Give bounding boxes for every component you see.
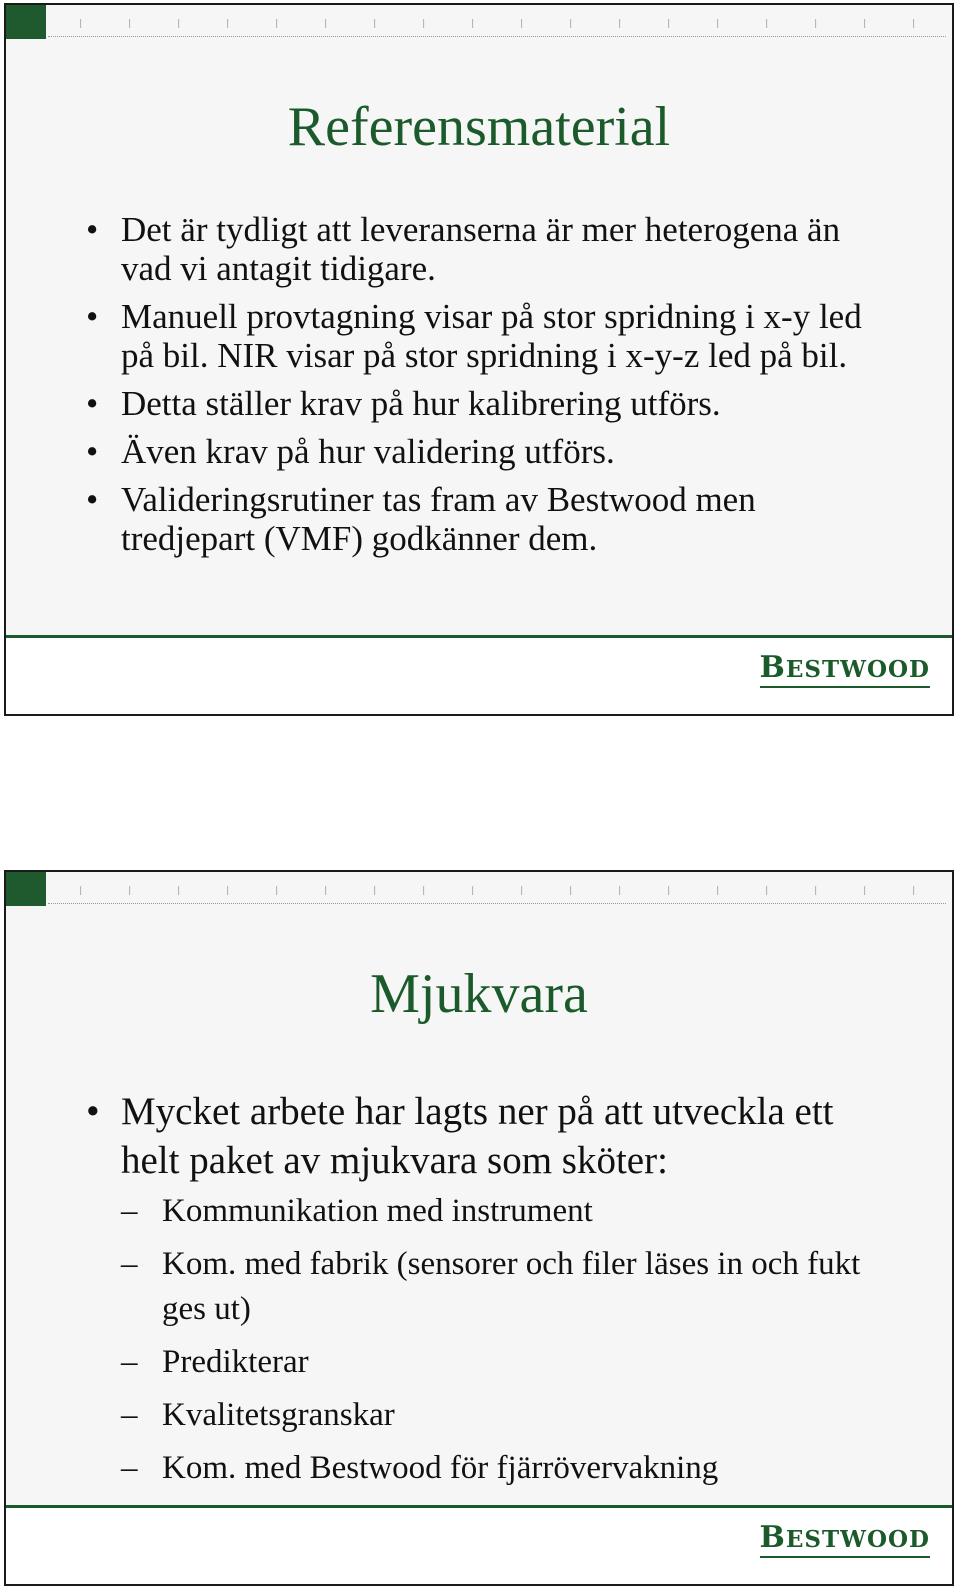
bullet-item: • Manuell provtagning visar på stor spridning i x-y led på bil. NIR visar på stor spridning i x-y-z led på bil. <box>86 297 866 375</box>
ruler-corner-tag <box>6 5 46 39</box>
bullet-item <box>86 1087 886 1491</box>
logo-initial: B <box>759 650 786 685</box>
ruler-tick: | <box>911 19 917 29</box>
bullet-item: • Detta ställer krav på hur kalibrering utförs. <box>86 384 866 423</box>
bestwood-logo <box>760 1520 930 1555</box>
slide-footer <box>6 638 952 714</box>
ruler-tick: | <box>813 886 819 896</box>
ruler-tick: | <box>862 19 868 29</box>
slide-referensmaterial <box>4 3 954 716</box>
ruler-ticks <box>48 30 946 37</box>
bullet-text: Mycket arbete har lagts ner på att utveckla ett helt paket av mjukvara som sköter: <box>121 1090 834 1182</box>
ruler-tick: | <box>715 19 721 29</box>
bullet-item: • Även krav på hur validering utförs. <box>86 432 866 471</box>
bullet-list <box>86 210 866 567</box>
sub-bullet-item: – Predikterar <box>121 1340 886 1385</box>
slide-title: Mjukvara <box>370 963 588 1025</box>
logo-rest: ESTWOOD <box>785 1526 930 1553</box>
sub-bullet-item: – Kom. med Bestwood för fjärrövervakning <box>121 1446 886 1491</box>
ruler-tick: | <box>470 886 476 896</box>
ruler-tick: | <box>421 886 427 896</box>
slide-mjukvara <box>4 870 954 1586</box>
ruler-tick: | <box>568 19 574 29</box>
sub-bullet-item: – Kom. med fabrik (sensorer och filer läses in och fukt ges ut) <box>121 1242 886 1332</box>
logo-underline <box>760 686 930 688</box>
logo-underline <box>760 1556 930 1558</box>
ruler-tick: | <box>176 886 182 896</box>
bullet-list <box>86 1087 886 1499</box>
ruler-tick: | <box>568 886 574 896</box>
ruler-tick: | <box>862 886 868 896</box>
ruler-tick: | <box>764 886 770 896</box>
ruler-tick: | <box>617 19 623 29</box>
logo-rest: ESTWOOD <box>785 656 930 683</box>
ruler-tick: | <box>127 886 133 896</box>
ruler-bar <box>6 5 952 39</box>
bestwood-logo <box>760 650 930 685</box>
ruler-tick: | <box>78 19 84 29</box>
ruler-tick: | <box>715 886 721 896</box>
ruler-tick: | <box>666 886 672 896</box>
ruler-tick: | <box>127 19 133 29</box>
ruler-tick: | <box>372 886 378 896</box>
ruler-tick: | <box>666 19 672 29</box>
sub-bullet-item: – Kvalitetsgranskar <box>121 1393 886 1438</box>
ruler-tick: | <box>274 19 280 29</box>
ruler-tick: | <box>813 19 819 29</box>
ruler-tick: | <box>323 886 329 896</box>
sub-bullet-item: – Kommunikation med instrument <box>121 1189 886 1234</box>
ruler-tick: | <box>176 19 182 29</box>
ruler-tick: | <box>274 886 280 896</box>
ruler-tick: | <box>421 19 427 29</box>
ruler-tick: | <box>617 886 623 896</box>
ruler-tick: | <box>225 886 231 896</box>
bullet-item: • Valideringsrutiner tas fram av Bestwood men tredjepart (VMF) godkänner dem. <box>86 480 866 558</box>
slide-footer <box>6 1508 952 1584</box>
ruler-bar <box>6 872 952 906</box>
ruler-ticks <box>48 897 946 904</box>
ruler-tick: | <box>372 19 378 29</box>
ruler-tick: | <box>323 19 329 29</box>
ruler-corner-tag <box>6 872 46 906</box>
ruler-tick: | <box>225 19 231 29</box>
ruler-tick: | <box>519 19 525 29</box>
ruler-tick: | <box>470 19 476 29</box>
bullet-item: • Det är tydligt att leveranserna är mer heterogena än vad vi antagit tidigare. <box>86 210 866 288</box>
slide-title: Referensmaterial <box>287 96 671 158</box>
ruler-tick: | <box>78 886 84 896</box>
ruler-tick: | <box>911 886 917 896</box>
ruler-tick: | <box>519 886 525 896</box>
sub-bullet-list <box>121 1189 886 1491</box>
ruler-tick: | <box>764 19 770 29</box>
logo-initial: B <box>759 1520 786 1555</box>
